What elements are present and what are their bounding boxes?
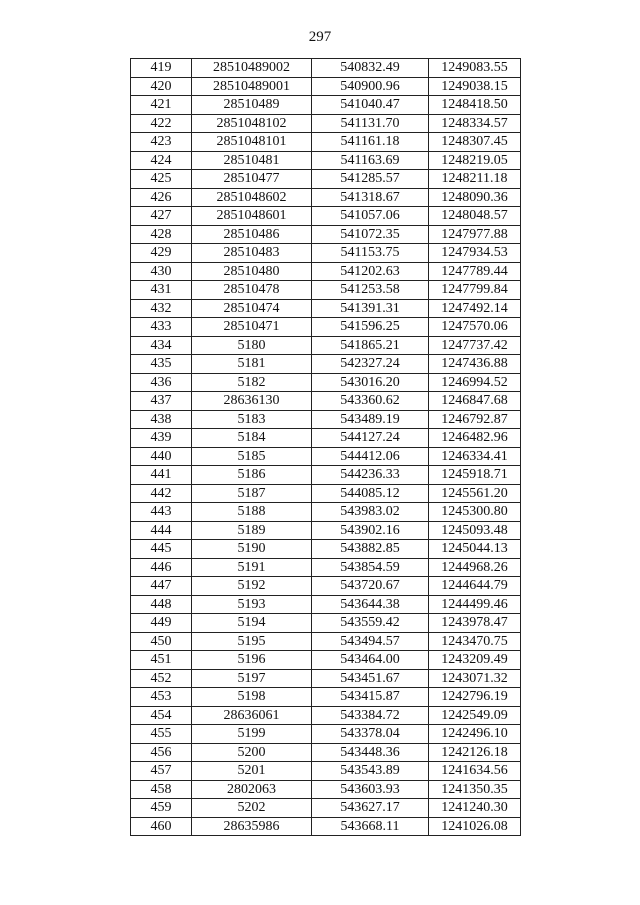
row-number-cell: 421 (131, 96, 192, 115)
row-number-cell: 452 (131, 669, 192, 688)
point-id-cell: 5186 (192, 466, 312, 485)
table-row (131, 392, 521, 411)
y-coordinate-cell: 1243470.75 (429, 632, 521, 651)
point-id-cell: 5196 (192, 651, 312, 670)
table-row (131, 244, 521, 263)
y-coordinate-cell: 1241350.35 (429, 780, 521, 799)
table-row (131, 780, 521, 799)
point-id-cell: 5199 (192, 725, 312, 744)
x-coordinate-cell: 543882.85 (312, 540, 429, 559)
x-coordinate-cell: 544236.33 (312, 466, 429, 485)
row-number-cell: 460 (131, 817, 192, 836)
table-row (131, 521, 521, 540)
y-coordinate-cell: 1249083.55 (429, 59, 521, 78)
table-row (131, 503, 521, 522)
table-row (131, 410, 521, 429)
row-number-cell: 438 (131, 410, 192, 429)
point-id-cell: 28510489 (192, 96, 312, 115)
table-row (131, 632, 521, 651)
row-number-cell: 425 (131, 170, 192, 189)
point-id-cell: 5195 (192, 632, 312, 651)
point-id-cell: 5200 (192, 743, 312, 762)
row-number-cell: 439 (131, 429, 192, 448)
x-coordinate-cell: 541865.21 (312, 336, 429, 355)
row-number-cell: 446 (131, 558, 192, 577)
table-row (131, 466, 521, 485)
x-coordinate-cell: 543668.11 (312, 817, 429, 836)
y-coordinate-cell: 1243978.47 (429, 614, 521, 633)
y-coordinate-cell: 1247737.42 (429, 336, 521, 355)
table-row (131, 299, 521, 318)
row-number-cell: 454 (131, 706, 192, 725)
x-coordinate-cell: 540900.96 (312, 77, 429, 96)
table-row (131, 225, 521, 244)
page-number: 297 (308, 29, 332, 45)
point-id-cell: 5185 (192, 447, 312, 466)
point-id-cell: 2851048102 (192, 114, 312, 133)
point-id-cell: 28510471 (192, 318, 312, 337)
point-id-cell: 28510489002 (192, 59, 312, 78)
point-id-cell: 28510480 (192, 262, 312, 281)
point-id-cell: 28635986 (192, 817, 312, 836)
row-number-cell: 432 (131, 299, 192, 318)
x-coordinate-cell: 541072.35 (312, 225, 429, 244)
y-coordinate-cell: 1245044.13 (429, 540, 521, 559)
y-coordinate-cell: 1242126.18 (429, 743, 521, 762)
row-number-cell: 445 (131, 540, 192, 559)
row-number-cell: 450 (131, 632, 192, 651)
point-id-cell: 28510481 (192, 151, 312, 170)
table-row (131, 484, 521, 503)
row-number-cell: 431 (131, 281, 192, 300)
table-row (131, 725, 521, 744)
table-row (131, 540, 521, 559)
row-number-cell: 430 (131, 262, 192, 281)
point-id-cell: 28510477 (192, 170, 312, 189)
point-id-cell: 2851048601 (192, 207, 312, 226)
x-coordinate-cell: 543854.59 (312, 558, 429, 577)
y-coordinate-cell: 1242549.09 (429, 706, 521, 725)
y-coordinate-cell: 1248211.18 (429, 170, 521, 189)
point-id-cell: 28510489001 (192, 77, 312, 96)
y-coordinate-cell: 1247492.14 (429, 299, 521, 318)
table-row (131, 743, 521, 762)
y-coordinate-cell: 1248219.05 (429, 151, 521, 170)
x-coordinate-cell: 541596.25 (312, 318, 429, 337)
y-coordinate-cell: 1246994.52 (429, 373, 521, 392)
row-number-cell: 429 (131, 244, 192, 263)
row-number-cell: 449 (131, 614, 192, 633)
table-row (131, 133, 521, 152)
x-coordinate-cell: 543451.67 (312, 669, 429, 688)
x-coordinate-cell: 541318.67 (312, 188, 429, 207)
point-id-cell: 5198 (192, 688, 312, 707)
x-coordinate-cell: 543644.38 (312, 595, 429, 614)
point-id-cell: 5190 (192, 540, 312, 559)
row-number-cell: 427 (131, 207, 192, 226)
y-coordinate-cell: 1241240.30 (429, 799, 521, 818)
point-id-cell: 2851048602 (192, 188, 312, 207)
point-id-cell: 5184 (192, 429, 312, 448)
x-coordinate-cell: 543448.36 (312, 743, 429, 762)
coordinates-table (130, 58, 521, 836)
x-coordinate-cell: 543559.42 (312, 614, 429, 633)
point-id-cell: 5197 (192, 669, 312, 688)
y-coordinate-cell: 1247436.88 (429, 355, 521, 374)
table-row (131, 188, 521, 207)
row-number-cell: 435 (131, 355, 192, 374)
point-id-cell: 5188 (192, 503, 312, 522)
point-id-cell: 28510474 (192, 299, 312, 318)
row-number-cell: 455 (131, 725, 192, 744)
row-number-cell: 441 (131, 466, 192, 485)
point-id-cell: 28510483 (192, 244, 312, 263)
table-row (131, 355, 521, 374)
x-coordinate-cell: 543627.17 (312, 799, 429, 818)
x-coordinate-cell: 541057.06 (312, 207, 429, 226)
y-coordinate-cell: 1244499.46 (429, 595, 521, 614)
x-coordinate-cell: 540832.49 (312, 59, 429, 78)
x-coordinate-cell: 544412.06 (312, 447, 429, 466)
y-coordinate-cell: 1246847.68 (429, 392, 521, 411)
y-coordinate-cell: 1244968.26 (429, 558, 521, 577)
point-id-cell: 5202 (192, 799, 312, 818)
x-coordinate-cell: 543494.57 (312, 632, 429, 651)
x-coordinate-cell: 541391.31 (312, 299, 429, 318)
point-id-cell: 5183 (192, 410, 312, 429)
row-number-cell: 459 (131, 799, 192, 818)
x-coordinate-cell: 541153.75 (312, 244, 429, 263)
table-row (131, 281, 521, 300)
y-coordinate-cell: 1247934.53 (429, 244, 521, 263)
y-coordinate-cell: 1246792.87 (429, 410, 521, 429)
row-number-cell: 436 (131, 373, 192, 392)
table-row (131, 318, 521, 337)
x-coordinate-cell: 543983.02 (312, 503, 429, 522)
x-coordinate-cell: 543384.72 (312, 706, 429, 725)
row-number-cell: 422 (131, 114, 192, 133)
table-row (131, 447, 521, 466)
y-coordinate-cell: 1242796.19 (429, 688, 521, 707)
table-row (131, 336, 521, 355)
point-id-cell: 5192 (192, 577, 312, 596)
row-number-cell: 458 (131, 780, 192, 799)
row-number-cell: 423 (131, 133, 192, 152)
x-coordinate-cell: 541040.47 (312, 96, 429, 115)
row-number-cell: 447 (131, 577, 192, 596)
x-coordinate-cell: 543360.62 (312, 392, 429, 411)
point-id-cell: 5201 (192, 762, 312, 781)
x-coordinate-cell: 543378.04 (312, 725, 429, 744)
point-id-cell: 5182 (192, 373, 312, 392)
point-id-cell: 28510478 (192, 281, 312, 300)
y-coordinate-cell: 1249038.15 (429, 77, 521, 96)
table-row (131, 429, 521, 448)
point-id-cell: 5194 (192, 614, 312, 633)
point-id-cell: 5181 (192, 355, 312, 374)
y-coordinate-cell: 1247977.88 (429, 225, 521, 244)
x-coordinate-cell: 542327.24 (312, 355, 429, 374)
point-id-cell: 2802063 (192, 780, 312, 799)
x-coordinate-cell: 541163.69 (312, 151, 429, 170)
y-coordinate-cell: 1248418.50 (429, 96, 521, 115)
point-id-cell: 2851048101 (192, 133, 312, 152)
x-coordinate-cell: 544085.12 (312, 484, 429, 503)
row-number-cell: 433 (131, 318, 192, 337)
table-row (131, 688, 521, 707)
x-coordinate-cell: 541131.70 (312, 114, 429, 133)
table-row (131, 373, 521, 392)
y-coordinate-cell: 1246334.41 (429, 447, 521, 466)
row-number-cell: 424 (131, 151, 192, 170)
y-coordinate-cell: 1245561.20 (429, 484, 521, 503)
y-coordinate-cell: 1247799.84 (429, 281, 521, 300)
point-id-cell: 5191 (192, 558, 312, 577)
row-number-cell: 434 (131, 336, 192, 355)
row-number-cell: 443 (131, 503, 192, 522)
x-coordinate-cell: 544127.24 (312, 429, 429, 448)
table-row (131, 262, 521, 281)
table-row (131, 96, 521, 115)
y-coordinate-cell: 1242496.10 (429, 725, 521, 744)
row-number-cell: 456 (131, 743, 192, 762)
y-coordinate-cell: 1245918.71 (429, 466, 521, 485)
table-row (131, 706, 521, 725)
row-number-cell: 428 (131, 225, 192, 244)
row-number-cell: 451 (131, 651, 192, 670)
row-number-cell: 437 (131, 392, 192, 411)
y-coordinate-cell: 1248090.36 (429, 188, 521, 207)
y-coordinate-cell: 1246482.96 (429, 429, 521, 448)
table-row (131, 577, 521, 596)
row-number-cell: 440 (131, 447, 192, 466)
y-coordinate-cell: 1243209.49 (429, 651, 521, 670)
y-coordinate-cell: 1243071.32 (429, 669, 521, 688)
table-row (131, 151, 521, 170)
table-row (131, 207, 521, 226)
point-id-cell: 5189 (192, 521, 312, 540)
point-id-cell: 28636061 (192, 706, 312, 725)
x-coordinate-cell: 543016.20 (312, 373, 429, 392)
row-number-cell: 448 (131, 595, 192, 614)
y-coordinate-cell: 1241026.08 (429, 817, 521, 836)
x-coordinate-cell: 543543.89 (312, 762, 429, 781)
table-row (131, 651, 521, 670)
x-coordinate-cell: 541285.57 (312, 170, 429, 189)
x-coordinate-cell: 543603.93 (312, 780, 429, 799)
x-coordinate-cell: 541161.18 (312, 133, 429, 152)
row-number-cell: 419 (131, 59, 192, 78)
table-row (131, 669, 521, 688)
x-coordinate-cell: 543720.67 (312, 577, 429, 596)
table-row (131, 558, 521, 577)
point-id-cell: 28636130 (192, 392, 312, 411)
y-coordinate-cell: 1248307.45 (429, 133, 521, 152)
row-number-cell: 442 (131, 484, 192, 503)
x-coordinate-cell: 541253.58 (312, 281, 429, 300)
table-body (131, 59, 521, 836)
table-row (131, 59, 521, 78)
x-coordinate-cell: 543902.16 (312, 521, 429, 540)
y-coordinate-cell: 1248334.57 (429, 114, 521, 133)
row-number-cell: 457 (131, 762, 192, 781)
row-number-cell: 420 (131, 77, 192, 96)
row-number-cell: 426 (131, 188, 192, 207)
point-id-cell: 28510486 (192, 225, 312, 244)
y-coordinate-cell: 1247570.06 (429, 318, 521, 337)
point-id-cell: 5187 (192, 484, 312, 503)
table-row (131, 114, 521, 133)
x-coordinate-cell: 543489.19 (312, 410, 429, 429)
y-coordinate-cell: 1248048.57 (429, 207, 521, 226)
y-coordinate-cell: 1245093.48 (429, 521, 521, 540)
table-row (131, 799, 521, 818)
table-row (131, 817, 521, 836)
y-coordinate-cell: 1245300.80 (429, 503, 521, 522)
row-number-cell: 453 (131, 688, 192, 707)
y-coordinate-cell: 1244644.79 (429, 577, 521, 596)
x-coordinate-cell: 541202.63 (312, 262, 429, 281)
x-coordinate-cell: 543415.87 (312, 688, 429, 707)
row-number-cell: 444 (131, 521, 192, 540)
y-coordinate-cell: 1247789.44 (429, 262, 521, 281)
point-id-cell: 5180 (192, 336, 312, 355)
point-id-cell: 5193 (192, 595, 312, 614)
x-coordinate-cell: 543464.00 (312, 651, 429, 670)
table-row (131, 614, 521, 633)
table-row (131, 762, 521, 781)
table-row (131, 595, 521, 614)
y-coordinate-cell: 1241634.56 (429, 762, 521, 781)
table-row (131, 77, 521, 96)
table-row (131, 170, 521, 189)
